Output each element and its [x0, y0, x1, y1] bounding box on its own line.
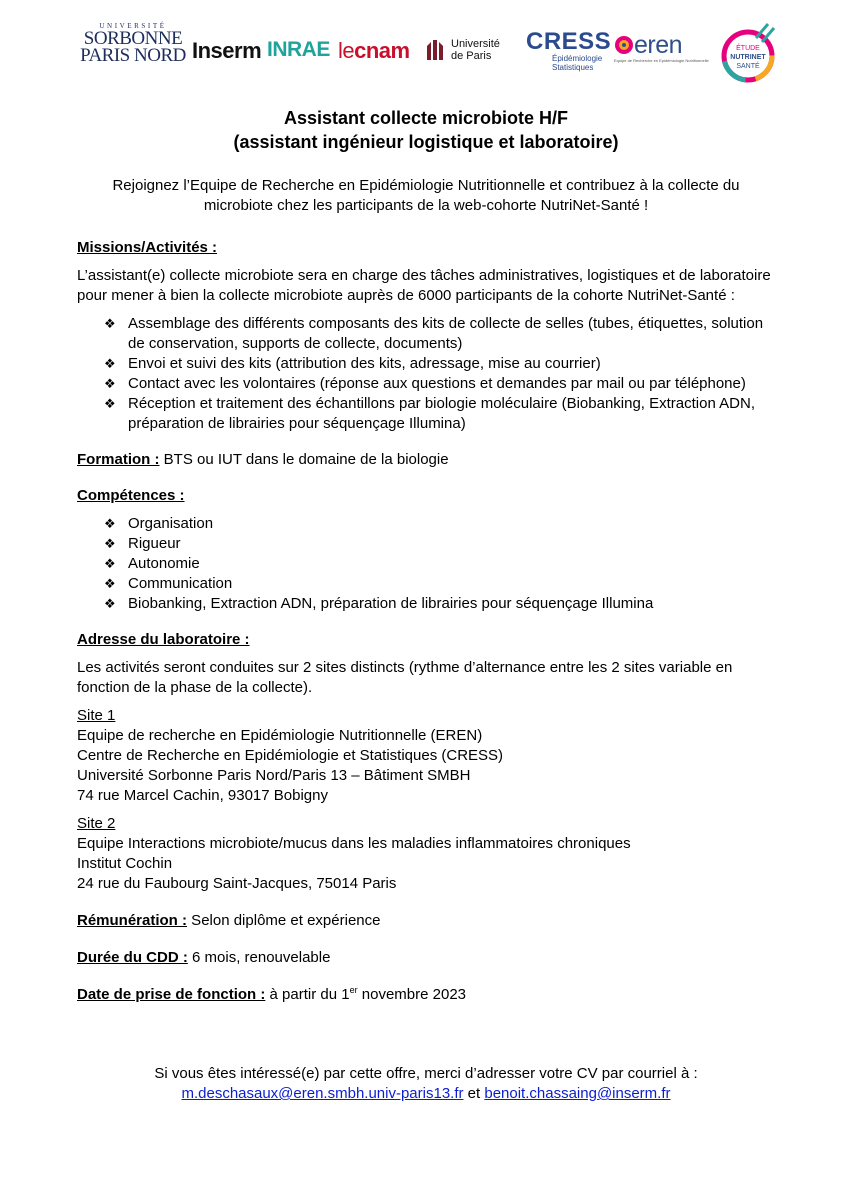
site1-line: Equipe de recherche en Epidémiologie Nutritionnelle (EREN) — [77, 727, 483, 744]
missions-item: ❖ Réception et traitement des échantillons par biologie moléculaire (Biobanking, Extraction ADN, préparation de librairies pour séquençage Illumina) — [77, 394, 777, 434]
cnam-logo-name: cnam — [354, 38, 410, 63]
intro-paragraph: Rejoignez l’Equipe de Recherche en Epidémiologie Nutritionnelle et contribuez à la collecte du microbiote chez les participants de la web-cohorte NutriNet-Santé ! — [112, 177, 740, 214]
duree-label: Durée du CDD : — [77, 949, 188, 966]
competences-item: ❖ Biobanking, Extraction ADN, préparation de librairies pour séquençage Illumina — [77, 594, 777, 614]
date-prefix: à partir du 1 — [265, 986, 350, 1003]
usp-logo — [78, 22, 188, 64]
competences-item: ❖ Rigueur — [77, 534, 777, 554]
missions-item: ❖ Contact avec les volontaires (réponse aux questions et demandes par mail ou par téléphone) — [77, 374, 777, 394]
formation-value: BTS ou IUT dans le domaine de la biologie — [159, 451, 449, 468]
site2-line: Institut Cochin — [77, 855, 173, 872]
usp-logo-line1: UNIVERSITÉ — [99, 22, 167, 30]
date-suffix: novembre 2023 — [357, 986, 466, 1003]
missions-list — [77, 314, 777, 434]
universite-de-paris-logo-text — [451, 38, 500, 62]
missions-item: ❖ Assemblage des différents composants des kits de collecte de selles (tubes, étiquettes, solution de conservation, supports de collecte, documents) — [77, 314, 777, 354]
site1-label: Site 1 — [77, 707, 116, 724]
duree-line — [77, 948, 777, 968]
site1-line: Centre de Recherche en Epidémiologie et Statistiques (CRESS) — [77, 747, 504, 764]
remuneration-value: Selon diplôme et expérience — [187, 912, 381, 929]
email-link-chassaing[interactable]: benoit.chassaing@inserm.fr — [484, 1085, 671, 1102]
missions-text: L’assistant(e) collecte microbiote sera en charge des tâches administratives, logistiques et de laboratoire pour mener à bien la collecte microbiote auprès de 6000 participants de la cohorte NutriNet-Santé : — [77, 267, 771, 304]
site1-line: Université Sorbonne Paris Nord/Paris 13 – Bâtiment SMBH — [77, 767, 471, 784]
usp-logo-line3: PARIS NORD — [80, 45, 186, 66]
nutrinet-sante-logo — [710, 18, 786, 88]
remuneration-label: Rémunération : — [77, 912, 188, 929]
nutrinet-logo-line3: SANTÉ — [736, 63, 760, 70]
competences-heading: Compétences : — [77, 487, 185, 504]
email-link-deschasaux[interactable]: m.deschasaux@eren.smbh.univ-paris13.fr — [181, 1085, 464, 1102]
cress-logo-sub1: Épidémiologie — [552, 54, 603, 63]
eren-logo — [614, 32, 709, 63]
competences-item: ❖ Organisation — [77, 514, 777, 534]
contact-footer — [40, 1064, 812, 1104]
site2-line: Equipe Interactions microbiote/mucus dans les maladies inflammatoires chroniques — [77, 835, 631, 852]
adresse-heading: Adresse du laboratoire : — [77, 631, 250, 648]
competences-item: ❖ Communication — [77, 574, 777, 594]
competences-list — [77, 514, 777, 614]
eren-logo-sub: Equipe de Recherche en Epidémiologie Nutritionnelle — [614, 58, 709, 63]
footer-joiner: et — [463, 1085, 485, 1102]
main-content — [77, 238, 777, 1005]
inrae-logo — [267, 38, 330, 62]
cnam-logo-prefix: le — [338, 38, 355, 63]
cress-logo — [526, 30, 611, 72]
inserm-logo-text: Inserm — [192, 38, 262, 63]
adresse-text: Les activités seront conduites sur 2 sites distincts (rythme d’alternance entre les 2 sites variable en fonction de la phase de la collecte). — [77, 659, 733, 696]
cress-logo-name: CRESS — [526, 28, 612, 55]
formation-label: Formation : — [77, 451, 160, 468]
nutrinet-logo-line2: NUTRINET — [730, 54, 766, 61]
site2-line: 24 rue du Faubourg Saint-Jacques, 75014 Paris — [77, 875, 397, 892]
competences-item: ❖ Autonomie — [77, 554, 777, 574]
eren-logo-name — [614, 32, 682, 58]
formation-line — [77, 450, 777, 470]
cress-logo-sub2: Statistiques — [552, 63, 594, 72]
eren-logo-text: eren — [634, 31, 683, 59]
eren-globe-icon — [614, 35, 634, 55]
universite-de-paris-emblem-icon — [425, 38, 445, 62]
date-sup: er — [349, 985, 358, 995]
logo-bar — [78, 18, 788, 88]
site2-label: Site 2 — [77, 815, 116, 832]
title-line2: (assistant ingénieur logistique et laboratoire) — [233, 132, 619, 152]
footer-text: Si vous êtes intéressé(e) par cette offre, merci d’adresser votre CV par courriel à : — [154, 1065, 698, 1082]
inserm-logo — [192, 38, 261, 64]
nutrinet-sante-emblem-icon — [710, 18, 786, 88]
remuneration-line — [77, 911, 777, 931]
universite-de-paris-line2: de Paris — [451, 50, 492, 62]
universite-de-paris-logo — [425, 38, 500, 62]
date-label: Date de prise de fonction : — [77, 986, 266, 1003]
duree-value: 6 mois, renouvelable — [187, 949, 331, 966]
missions-item: ❖ Envoi et suivi des kits (attribution des kits, adressage, mise au courrier) — [77, 354, 777, 374]
missions-heading: Missions/Activités : — [77, 239, 218, 256]
universite-de-paris-line1: Université — [451, 38, 500, 50]
nutrinet-logo-line1: ÉTUDE — [736, 45, 760, 52]
inrae-logo-text: INRAE — [267, 38, 330, 61]
site1-line: 74 rue Marcel Cachin, 93017 Bobigny — [77, 787, 328, 804]
title-line1: Assistant collecte microbiote H/F — [283, 108, 569, 128]
page-title — [0, 106, 852, 154]
usp-logo-line2: SORBONNE — [83, 28, 183, 49]
date-line — [77, 985, 777, 1005]
cnam-logo — [338, 38, 410, 64]
footer-emails — [40, 1084, 812, 1104]
